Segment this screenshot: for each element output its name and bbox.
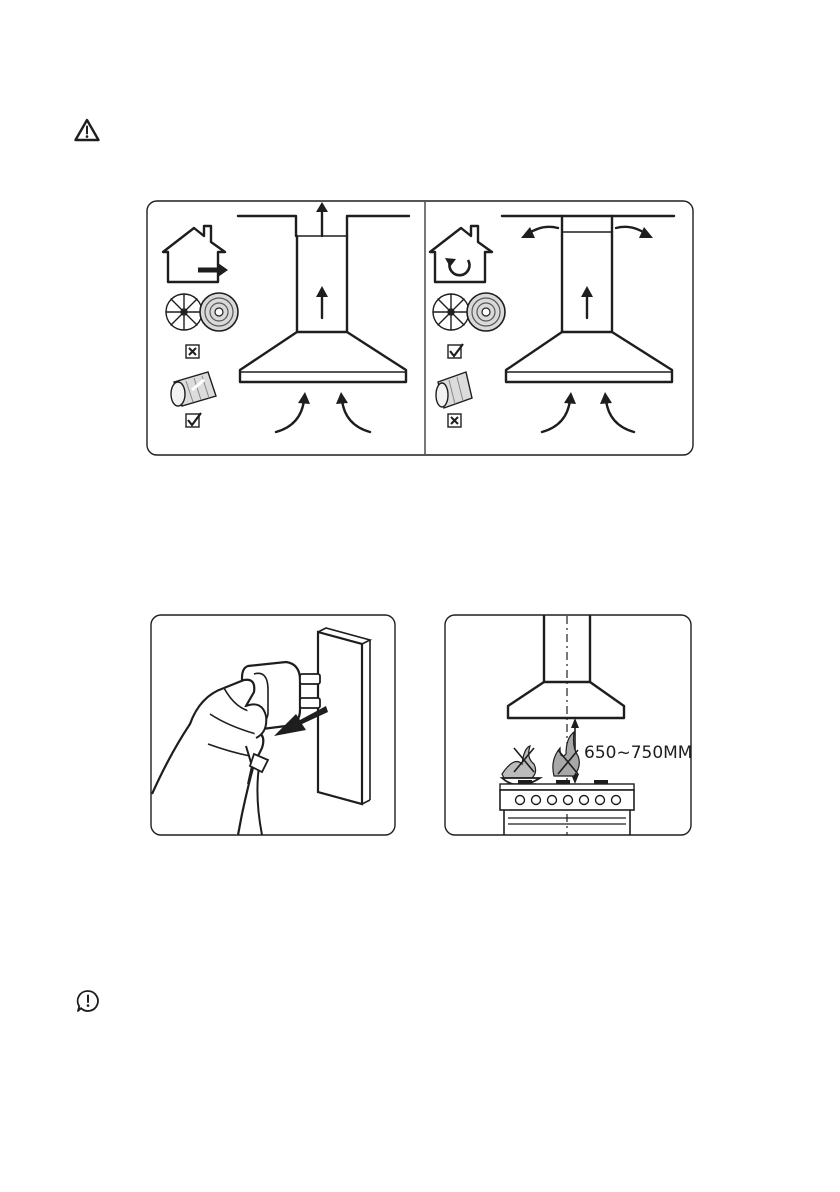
house-exhaust-icon — [163, 226, 228, 282]
check-checkbox-icon — [186, 413, 201, 427]
info-speech-bubble-icon — [76, 989, 100, 1013]
unplug-power-figure — [150, 614, 396, 836]
installation-height-figure — [444, 614, 692, 836]
exhaust-duct-icon — [436, 372, 472, 408]
extraction-modes-figure — [146, 200, 694, 456]
house-recirculation-icon — [430, 226, 492, 282]
check-checkbox-icon — [448, 344, 463, 358]
exhaust-duct-icon — [171, 372, 216, 406]
grease-filter-icon — [433, 294, 469, 330]
no-open-flame-icon — [502, 746, 540, 785]
installation-height-label: 650~750MM — [584, 743, 692, 763]
ducted-mode-panel — [163, 202, 409, 432]
recirculation-mode-panel — [430, 216, 674, 432]
cross-checkbox-icon — [186, 345, 199, 358]
cross-checkbox-icon — [448, 414, 461, 427]
carbon-filter-icon — [200, 293, 238, 331]
range-hood-icon — [508, 616, 624, 718]
warning-triangle-icon — [74, 118, 100, 142]
grease-filter-icon — [166, 294, 202, 330]
wall-socket-icon — [318, 628, 370, 804]
carbon-filter-icon — [467, 293, 505, 331]
